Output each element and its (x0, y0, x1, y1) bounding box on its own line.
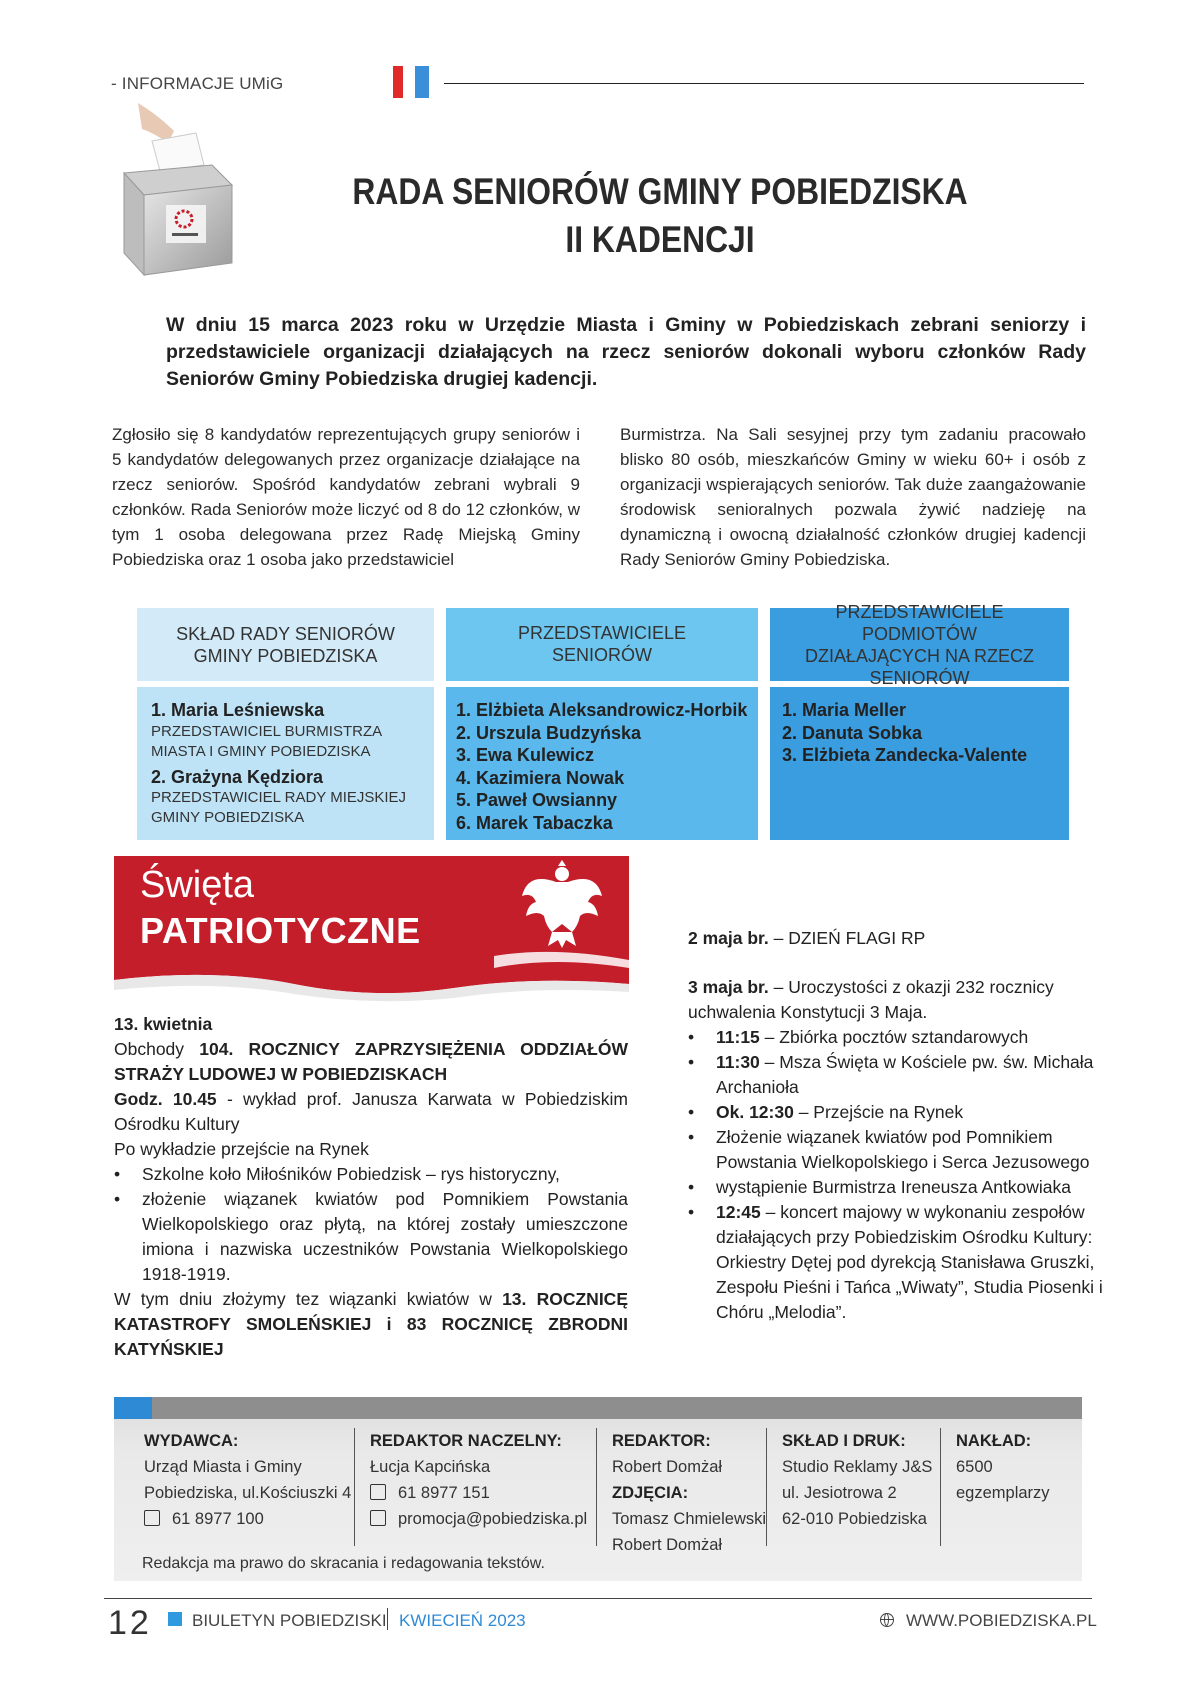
council-member-role: PRZEDSTAWICIEL RADY MIEJSKIEJ GMINY POBIEDZISKA (151, 789, 407, 826)
masthead-blue-tab (114, 1397, 152, 1419)
holiday-column-right: 2 maja br. – DZIEŃ FLAGI RP 3 maja br. – Uroczystości z okazji 232 rocznicy uchwalenia Konstytucji 3 Maja. • 11:15 – Zbiórka pocztów sztandarowych • 11:30 – Msza Święta w Kościele pw. św. Michała Archanioła • Ok. 12:30 – Przejście na Rynek • Złożenie wiązanek kwiatów pod Pomnikiem Powstania Wielkopolskiego i Serca Jezusowego • wystąpienie Burmistrza Ireneusza Antkowiaka • 12:45 – koncert majowy w wykonaniu zespołów działających przy Pobiedziskim Ośrodku Kultury: Orkiestry Dętej pod dyrekcją Stanisława Gruszki, Zespołu Pieśni i Tańca „Wiwaty”, Studia Piosenki i Chóru „Melodia”. (688, 926, 1108, 1325)
masthead-circulation: NAKŁAD: 6500 egzemplarzy (956, 1432, 1050, 1502)
council-member-role: PRZEDSTAWICIEL BURMISTRZA MIASTA I GMINY POBIEDZISKA (151, 722, 382, 760)
page-footer-rule (104, 1598, 1092, 1599)
masthead-divider (766, 1428, 767, 1546)
publication-name: BIULETYN POBIEDZISKI (192, 1611, 387, 1630)
holiday-date: 13. kwietnia (114, 1014, 213, 1034)
list-item: • wystąpienie Burmistrza Ireneusza Antkowiaka (688, 1175, 1108, 1200)
section-label: - INFORMACJE UMiG (111, 74, 284, 93)
masthead-divider (940, 1428, 941, 1546)
organization-representative: 3. Elżbieta Zandecka-Valente (782, 745, 1028, 765)
list-item: • 11:30 – Msza Święta w Kościele pw. św. Michała Archanioła (688, 1050, 1108, 1100)
header-rule (444, 83, 1084, 84)
masthead-print: SKŁAD I DRUK: Studio Reklamy J&S ul. Jesiotrowa 2 62-010 Pobiedziska (782, 1432, 933, 1528)
list-item: • Ok. 12:30 – Przejście na Rynek (688, 1100, 1108, 1125)
list-item: • złożenie wiązanek kwiatów pod Pomnikiem Powstania Wielkopolskiego oraz płytą, na której zostały umieszczone imiona i nazwiska uczestników Powstania Wielkopolskiego 1918-1919. (114, 1187, 628, 1287)
organization-representative: 1. Maria Meller (782, 700, 907, 720)
senior-representative: 3. Ewa Kulewicz (456, 745, 595, 765)
page-footer-blue-square (168, 1612, 182, 1626)
senior-representative: 2. Urszula Budzyńska (456, 722, 642, 743)
masthead-bar (114, 1397, 1082, 1419)
list-item: • Szkolne koło Miłośników Pobiedzisk – rys historyczny, (114, 1162, 628, 1187)
banner-title-line1: Święta (140, 864, 255, 906)
table-body-seniors (446, 687, 758, 840)
article-lead: W dniu 15 marca 2023 roku w Urzędzie Miasta i Gminy w Pobiedziskach zebrani seniorzy i przedstawiciele organizacji działających na rzecz seniorów dokonali wyboru członków Rady Seniorów Gminy Pobiedziska drugiej kadencji. (166, 314, 1086, 390)
globe-icon (880, 1613, 894, 1627)
organization-representative: 2. Danuta Sobka (782, 722, 923, 743)
article-column-left: Zgłosiło się 8 kandydatów reprezentujących grupy seniorów i 5 kandydatów delegowanych przez organizacje działające na rzecz seniorów. Spośród kandydatów zebrani wybrali 9 członków. Rada Seniorów może liczyć od 8 do 12 członków, w tym 1 osoba delegowana przez Radę Miejską Gminy Pobiedziska oraz 1 osoba jako przedstawiciel (112, 425, 580, 569)
website-link[interactable]: WWW.POBIEDZISKA.PL (906, 1611, 1097, 1630)
header-red-stripe (393, 66, 403, 98)
council-member-name: 1. Maria Leśniewska (151, 700, 325, 720)
list-item: • 11:15 – Zbiórka pocztów sztandarowych (688, 1025, 1108, 1050)
article-title-line2: II KADENCJI (565, 219, 755, 260)
table-body-council (137, 687, 434, 840)
masthead-divider (596, 1428, 597, 1546)
header-blue-stripe (415, 66, 429, 98)
table-body-organizations (770, 687, 1069, 840)
masthead-divider (354, 1428, 355, 1546)
article-column-right: Burmistrza. Na Sali sesyjnej przy tym zadaniu pracowało blisko 80 osób, mieszkańców Gminy w wieku 60+ i osób z organizacji wspierających seniorów. Tak duże zaangażowanie środowisk senioralnych pozwala żywić nadzieję na dynamiczną i owocną działalność członków drugiej kadencji Rady Seniorów Gminy Pobiedziska. (620, 425, 1086, 569)
masthead-editor-in-chief: REDAKTOR NACZELNY: Łucja Kapcińska 61 8977 151 promocja@pobiedziska.pl (370, 1432, 588, 1528)
table-header-seniors: PRZEDSTAWICIELE SENIORÓW (446, 608, 758, 681)
email-icon (370, 1510, 386, 1526)
list-item: • Złożenie wiązanek kwiatów pod Pomnikiem Powstania Wielkopolskiego i Serca Jezusowego (688, 1125, 1108, 1175)
article-title (350, 168, 969, 264)
table-header-organizations: PRZEDSTAWICIELE PODMIOTÓW DZIAŁAJĄCYCH NA RZECZ SENIORÓW (770, 608, 1069, 681)
editorial-note: Redakcja ma prawo do skracania i redagowania tekstów. (142, 1555, 545, 1572)
issue-date: KWIECIEŃ 2023 (399, 1611, 526, 1630)
article-title-line1: RADA SENIORÓW GMINY POBIEDZISKA (352, 171, 968, 212)
council-member-name: 2. Grażyna Kędziora (151, 766, 324, 787)
senior-representative: 5. Paweł Owsianny (456, 790, 618, 810)
masthead-publisher: WYDAWCA: Urząd Miasta i Gminy Pobiedziska, ul.Kościuszki 4 61 8977 100 (144, 1432, 352, 1528)
table-header-council: SKŁAD RADY SENIORÓW GMINY POBIEDZISKA (137, 608, 434, 681)
page-footer-divider (387, 1608, 388, 1630)
senior-representative: 1. Elżbieta Aleksandrowicz-Horbik (456, 700, 748, 720)
phone-icon (370, 1484, 386, 1500)
banner-title-line2: PATRIOTYCZNE (140, 910, 421, 951)
list-item: • 12:45 – koncert majowy w wykonaniu zespołów działających przy Pobiedziskim Ośrodku Kultury: Orkiestry Dętej pod dyrekcją Stanisława Gruszki, Zespołu Pieśni i Tańca „Wiwaty”, Studia Piosenki i Chóru „Melodia”. (688, 1200, 1108, 1325)
ballot-box-illustration (108, 103, 244, 281)
page-number: 12 (108, 1604, 152, 1642)
holiday-column-left: 13. kwietnia Obchody 104. ROCZNICY ZAPRZYSIĘŻENIA ODDZIAŁÓW STRAŻY LUDOWEJ W POBIEDZISKACH Godz. 10.45 - wykład prof. Janusza Karwata w Pobiedziskim Ośrodku Kultury Po wykładzie przejście na Rynek • Szkolne koło Miłośników Pobiedzisk – rys historyczny, • złożenie wiązanek kwiatów pod Pomnikiem Powstania Wielkopolskiego oraz płytą, na której zostały umieszczone imiona i nazwiska uczestników Powstania Wielkopolskiego 1918-1919. W tym dniu złożymy tez wiązanki kwiatów w 13. ROCZNICĘ KATASTROFY SMOLEŃSKIEJ i 83 ROCZNICĘ ZBRODNI KATYŃSKIEJ (114, 1012, 628, 1362)
masthead-editor: REDAKTOR: Robert Domżał ZDJĘCIA: Tomasz Chmielewski Robert Domżał (612, 1432, 767, 1554)
phone-icon (144, 1510, 160, 1526)
senior-representative: 4. Kazimiera Nowak (456, 767, 625, 788)
senior-representative: 6. Marek Tabaczka (456, 812, 613, 833)
